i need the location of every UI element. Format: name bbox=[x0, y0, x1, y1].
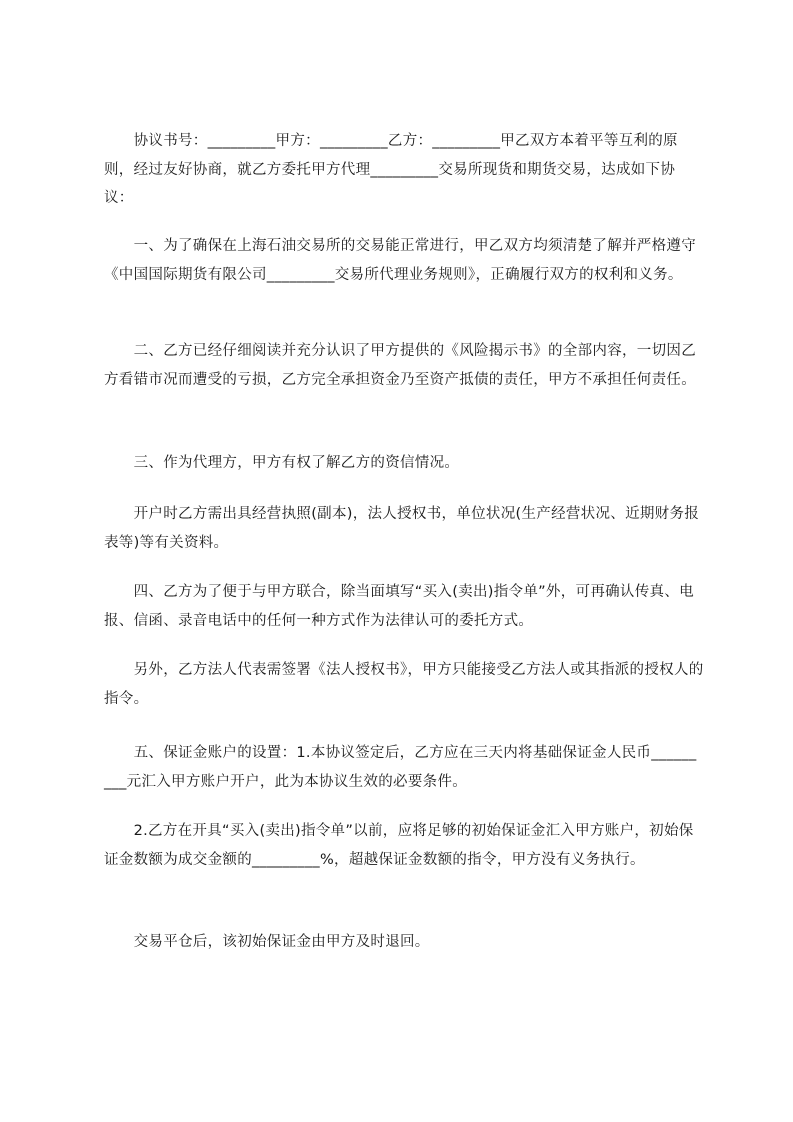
paragraph-text: 交易平仓后，该初始保证金由甲方及时退回。 bbox=[104, 934, 430, 950]
paragraph-text: 另外，乙方法人代表需签署《法人授权书》，甲方只能接受乙方法人或其指派的授权人的指令。 bbox=[104, 662, 704, 707]
paragraph-intro bbox=[104, 127, 704, 213]
paragraph-text: 一、为了确保在上海石油交易所的交易能正常进行，甲乙双方均须清楚了解并严格遵守《中国国际期货有限公司_________交易所代理业务规则》，正确履行双方的权利和义务。 bbox=[104, 238, 696, 283]
paragraph-text: 2.乙方在开具“买入(卖出)指令单”以前，应将足够的初始保证金汇入甲方账户，初始保证金数额为成交金额的_________%，超越保证金数额的指令，甲方没有义务执行。 bbox=[104, 823, 694, 868]
paragraph-clause-3 bbox=[104, 449, 704, 478]
paragraph-text: 开户时乙方需出具经营执照(副本)，法人授权书，单位状况(生产经营状况、近期财务报表等)等有关资料。 bbox=[104, 506, 700, 551]
paragraph-clause-2 bbox=[104, 337, 704, 394]
paragraph-clause-4 bbox=[104, 578, 704, 635]
paragraph-clause-1 bbox=[104, 232, 704, 289]
paragraph-clause-5-2 bbox=[104, 817, 704, 874]
paragraph-text: 二、乙方已经仔细阅读并充分认识了甲方提供的《风险揭示书》的全部内容，一切因乙方看错市况而遭受的亏损，乙方完全承担资金乃至资产抵债的责任，甲方不承担任何责任。 bbox=[104, 343, 696, 388]
paragraph-text: 协议书号：_________甲方：_________乙方：_________甲乙双方本着平等互利的原则，经过友好协商，就乙方委托甲方代理_________交易所现货和期货交易，达成如下协议： bbox=[104, 133, 678, 206]
paragraph-authorization bbox=[104, 656, 704, 713]
paragraph-clause-5 bbox=[104, 739, 704, 796]
paragraph-text: 三、作为代理方，甲方有权了解乙方的资信情况。 bbox=[104, 455, 460, 471]
paragraph-refund bbox=[104, 928, 704, 957]
paragraph-text: 四、乙方为了便于与甲方联合，除当面填写“买入(卖出)指令单”外，可再确认传真、电报、信函、录音电话中的任何一种方式作为法律认可的委托方式。 bbox=[104, 584, 694, 629]
paragraph-text: 五、保证金账户的设置：1.本协议签定后，乙方应在三天内将基础保证金人民币_________元汇入甲方账户开户，此为本协议生效的必要条件。 bbox=[104, 745, 697, 790]
paragraph-account-opening bbox=[104, 500, 704, 557]
